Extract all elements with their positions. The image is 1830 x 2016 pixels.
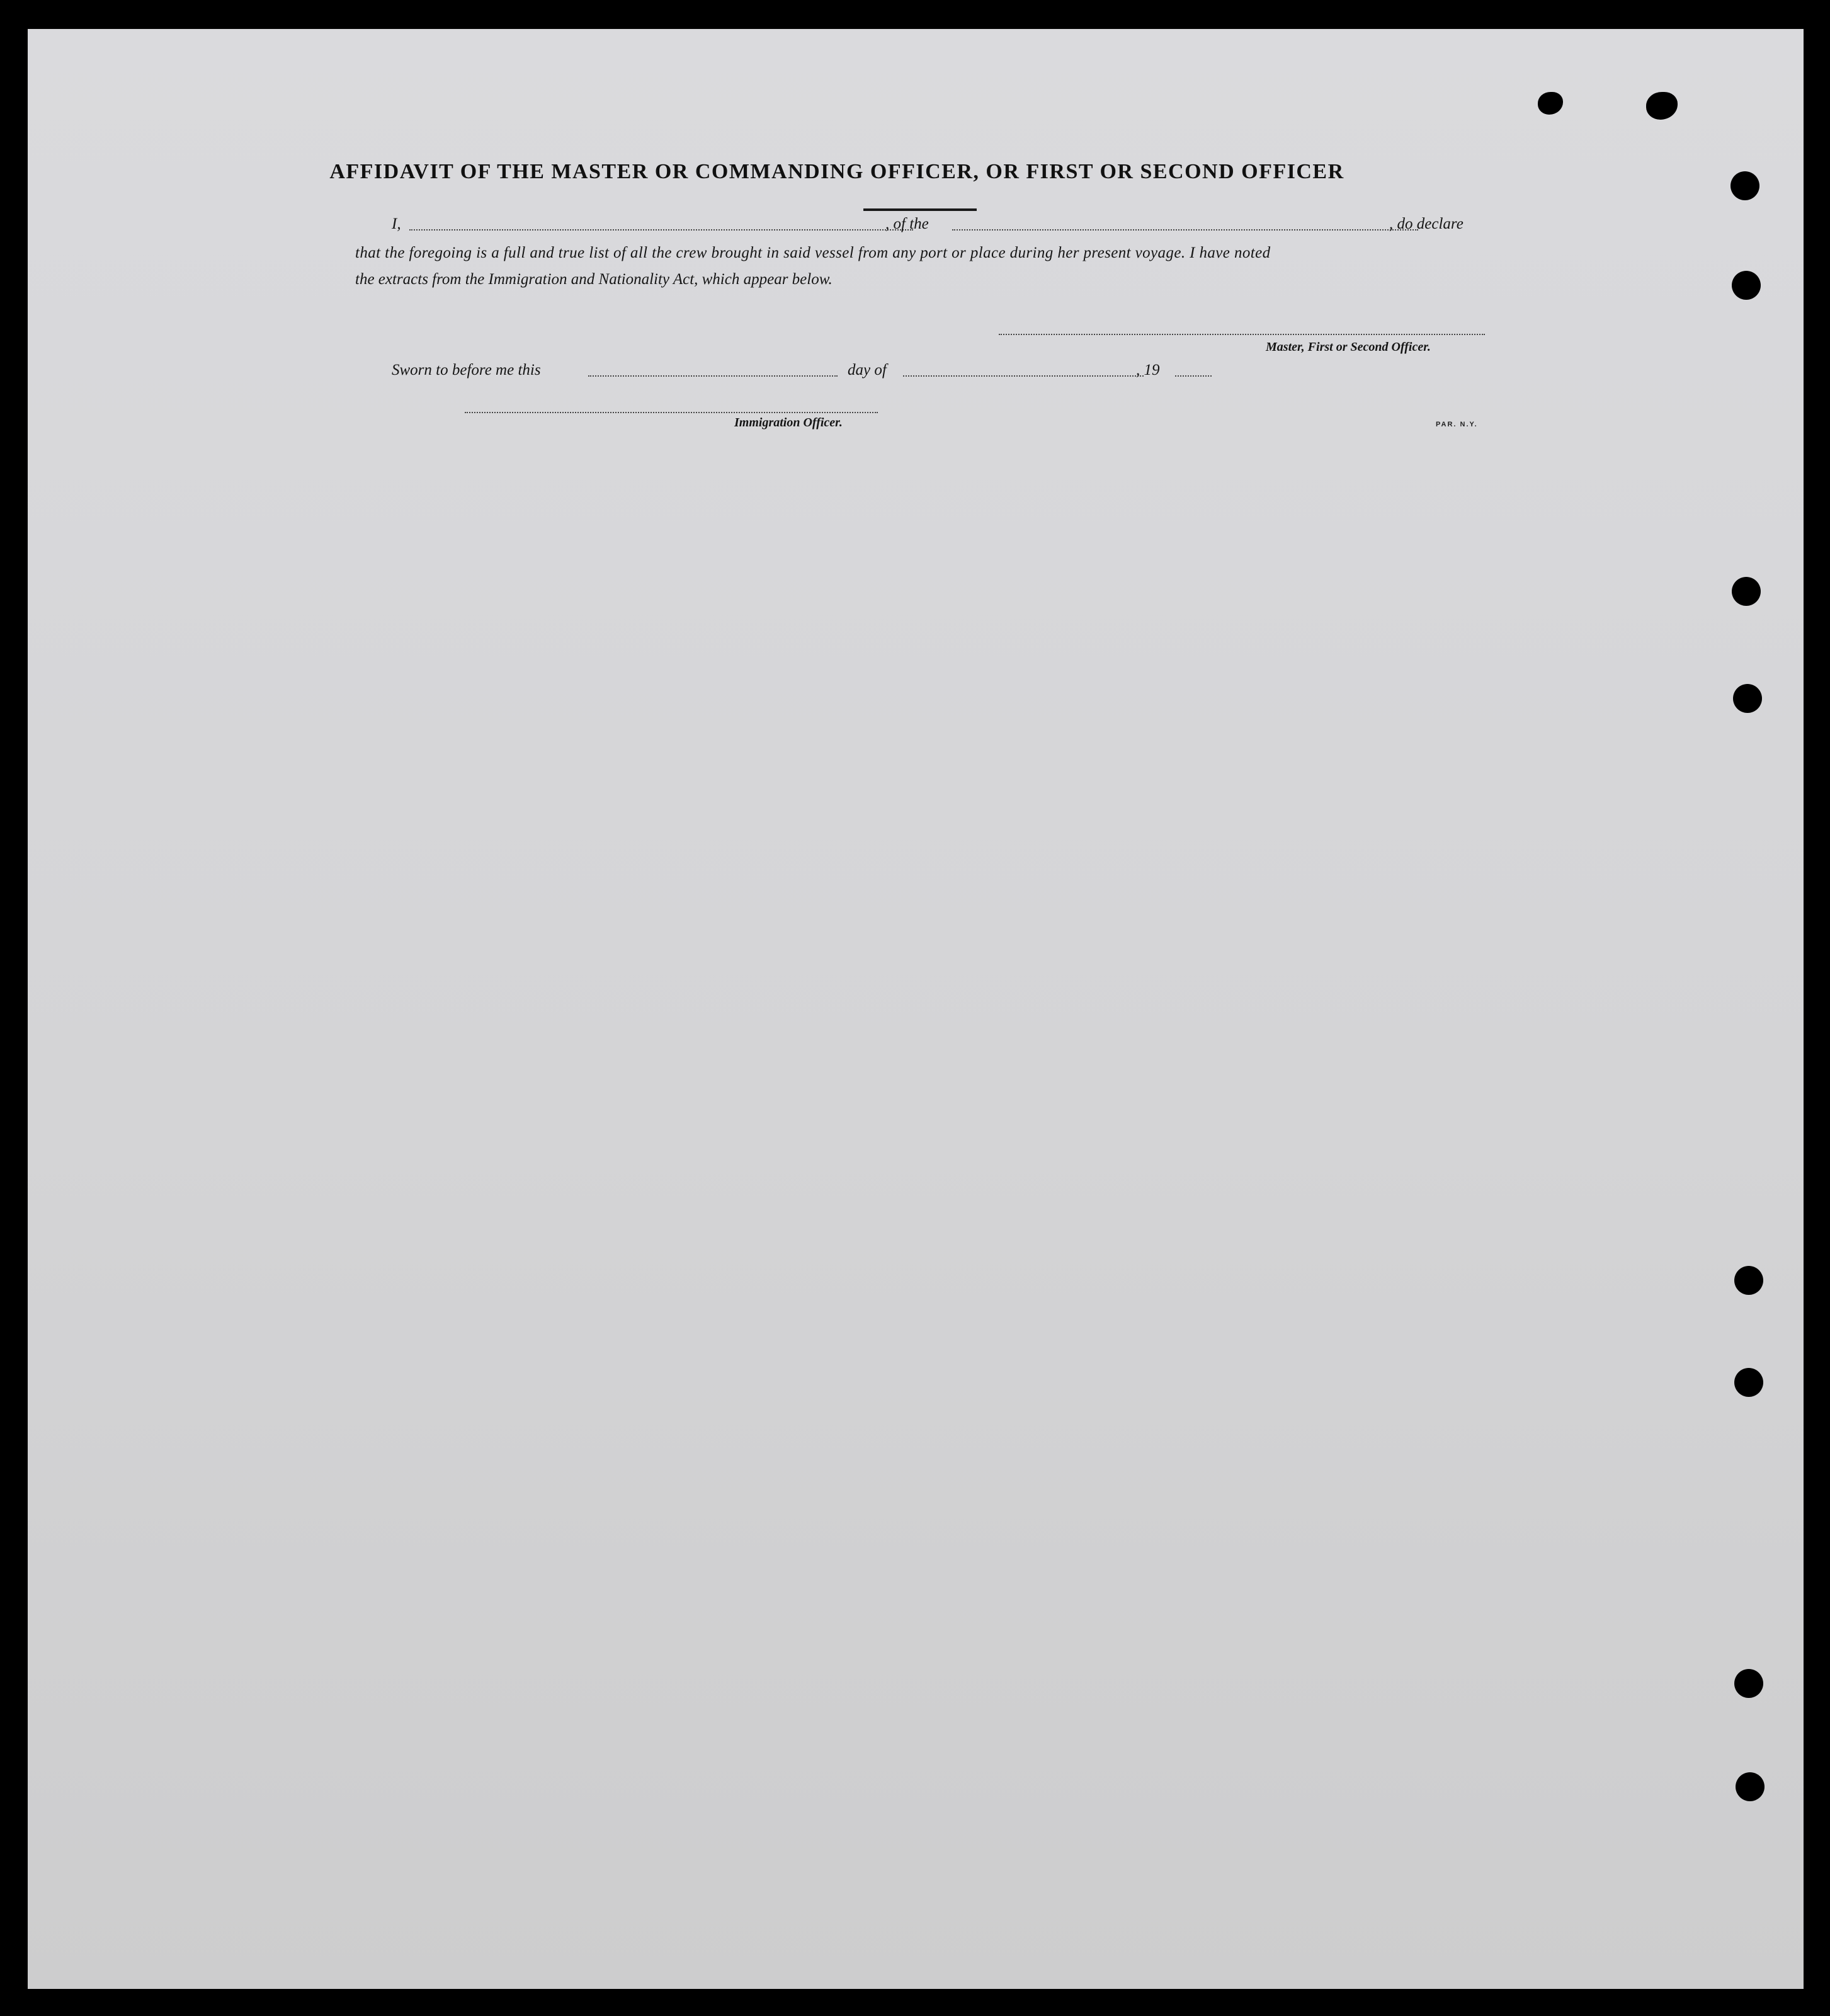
punch-hole bbox=[1732, 271, 1761, 300]
document-page bbox=[28, 29, 1804, 1989]
vessel-name-field[interactable] bbox=[952, 229, 1418, 231]
punch-hole bbox=[1732, 577, 1761, 606]
officer-signature-caption: Immigration Officer. bbox=[734, 416, 843, 430]
officer-signature-field[interactable] bbox=[465, 412, 878, 413]
punch-hole bbox=[1736, 1772, 1765, 1801]
punch-hole bbox=[1734, 1266, 1763, 1295]
sworn-label: Sworn to before me this bbox=[392, 362, 541, 379]
punch-stain bbox=[1538, 92, 1563, 115]
punch-hole bbox=[1734, 1669, 1763, 1698]
title-underline bbox=[863, 208, 977, 211]
sworn-month-field[interactable] bbox=[903, 375, 1144, 377]
punch-stain bbox=[1646, 92, 1678, 120]
declarant-prefix: I, bbox=[392, 215, 401, 232]
of-the-label: , of the bbox=[885, 215, 929, 232]
affidavit-title: AFFIDAVIT OF THE MASTER OR COMMANDING OFFICER, OR FIRST OR SECOND OFFICER bbox=[329, 160, 1344, 183]
master-signature-field[interactable] bbox=[999, 334, 1485, 335]
punch-hole bbox=[1733, 684, 1762, 713]
declaration-text-line-2: that the foregoing is a full and true list of all the crew brought in said vessel from any port or place during her present voyage. I have noted bbox=[355, 244, 1271, 261]
sworn-year-field[interactable] bbox=[1175, 375, 1212, 377]
punch-hole bbox=[1734, 1368, 1763, 1397]
printer-mark: PAR. N.Y. bbox=[1436, 421, 1478, 428]
sworn-day-field[interactable] bbox=[588, 375, 838, 377]
punch-hole bbox=[1731, 171, 1759, 200]
declare-label: , do declare bbox=[1389, 215, 1463, 232]
declarant-name-field[interactable] bbox=[409, 229, 913, 231]
master-signature-caption: Master, First or Second Officer. bbox=[1266, 340, 1431, 354]
declaration-text-line-3: the extracts from the Immigration and Nationality Act, which appear below. bbox=[355, 271, 833, 288]
day-of-label: day of bbox=[848, 362, 887, 379]
year-label: , 19 bbox=[1136, 362, 1160, 379]
